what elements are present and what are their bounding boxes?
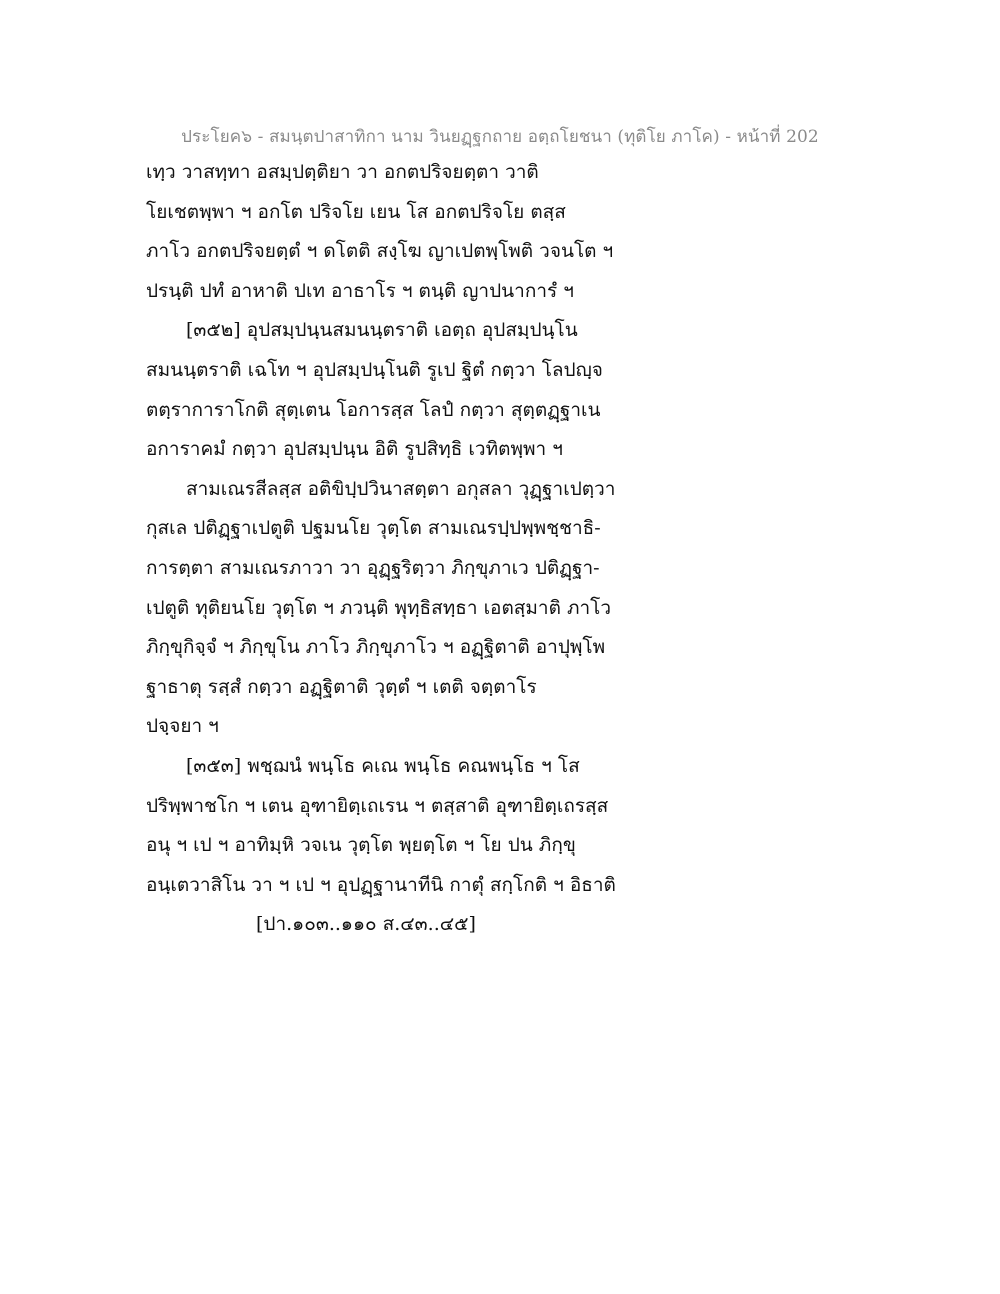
- text-line: ภาโว อกตปริจยตฺตํ ฯ ดโตติ สงฺโฆ ญาเปตพฺโพติ วจนโต ฯ: [146, 240, 614, 263]
- paragraph-start: สามเณรสีลสฺส อติขิปฺปวินาสตฺตา อกุสลา วุฏฺฐาเปตฺวา: [186, 477, 616, 500]
- text-line: ตตฺราการาโกติ สุตฺเตน โอการสฺส โลปํ กตฺวา สุตฺตฏฺฐาเน: [146, 398, 601, 421]
- text-line: การตฺตา สามเณรภาวา วา อุฏฺฐริตฺวา ภิกฺขุภาเว ปติฏฺฐา-: [146, 556, 600, 579]
- text-line: เทฺว วาสทฺทา อสมฺปตฺติยา วา อกตปริจยตฺตา วาติ: [146, 161, 539, 183]
- text-line: ปริพฺพาชโก ฯ เตน อุฑายิตฺเถเรน ฯ ตสฺสาติ อุฑายิตฺเถรสฺส: [146, 794, 609, 817]
- text-line: สมนนฺตราติ เฉโท ฯ อุปสมฺปนฺโนติ รูเป ฐิตํ กตฺวา โลปญฺจ: [146, 358, 603, 381]
- page-header: ประโยค๖ - สมนฺตปาสาทิกา นาม วินยฏฺฐกถาย อตฺถโยชนา (ทุติโย ภาโค) - หน้าที่ 202: [181, 127, 819, 147]
- text-line: อนฺเตวาสิโน วา ฯ เป ฯ อุปฏฺฐานาทีนิ กาตุํ สกฺโกติ ฯ อิธาติ: [146, 873, 616, 896]
- text-line: กุสเล ปติฏฺฐาเปตูติ ปฐมนโย วุตฺโต สามเณรปฺปพฺพชฺชาธิ-: [146, 517, 601, 540]
- text-line: อนุ ฯ เป ฯ อาทิมฺหิ วจเน วุตฺโต พฺยตฺโต ฯ โย ปน ภิกฺขุ: [146, 834, 576, 857]
- text-line: โยเชตพฺพา ฯ อกโต ปริจโย เยน โส อกตปริจโย ตสฺส: [146, 200, 566, 223]
- text-line: เปตูติ ทุติยนโย วุตฺโต ฯ ภวนฺติ พุทฺธิสทฺธา เอตสฺมาติ ภาโว: [146, 596, 612, 619]
- paragraph-353-start: [๓๕๓] พชฺฌนํ พนฺโธ คเณ พนฺโธ คณพนฺโธ ฯ โส: [186, 754, 580, 777]
- text-line: ปรนฺติ ปทํ อาหาติ ปเท อาธาโร ฯ ตนฺติ ญาปนาการํ ฯ: [146, 279, 574, 302]
- text-line: อการาคมํ กตฺวา อุปสมฺปนฺน อิติ รูปสิทฺธิ เวทิตพฺพา ฯ: [146, 438, 563, 461]
- document-body: [146, 153, 866, 945]
- text-line: ภิกฺขุกิจฺจํ ฯ ภิกฺขุโน ภาโว ภิกฺขุภาโว ฯ อฏฺฐิตาติ อาปุพฺโพ: [146, 636, 606, 659]
- text-line: ปจฺจยา ฯ: [146, 715, 219, 738]
- reference-note: [ปา.๑๐๓..๑๑๐ ส.๔๓..๔๕]: [256, 913, 476, 936]
- text-line: ฐาธาตุ รสฺสํ กตฺวา อฏฺฐิตาติ วุตฺตํ ฯ เตติ จตฺตาโร: [146, 675, 537, 698]
- paragraph-352-start: [๓๕๒] อุปสมฺปนฺนสมนนฺตราติ เอตฺถ อุปสมฺปนฺโน: [186, 319, 578, 342]
